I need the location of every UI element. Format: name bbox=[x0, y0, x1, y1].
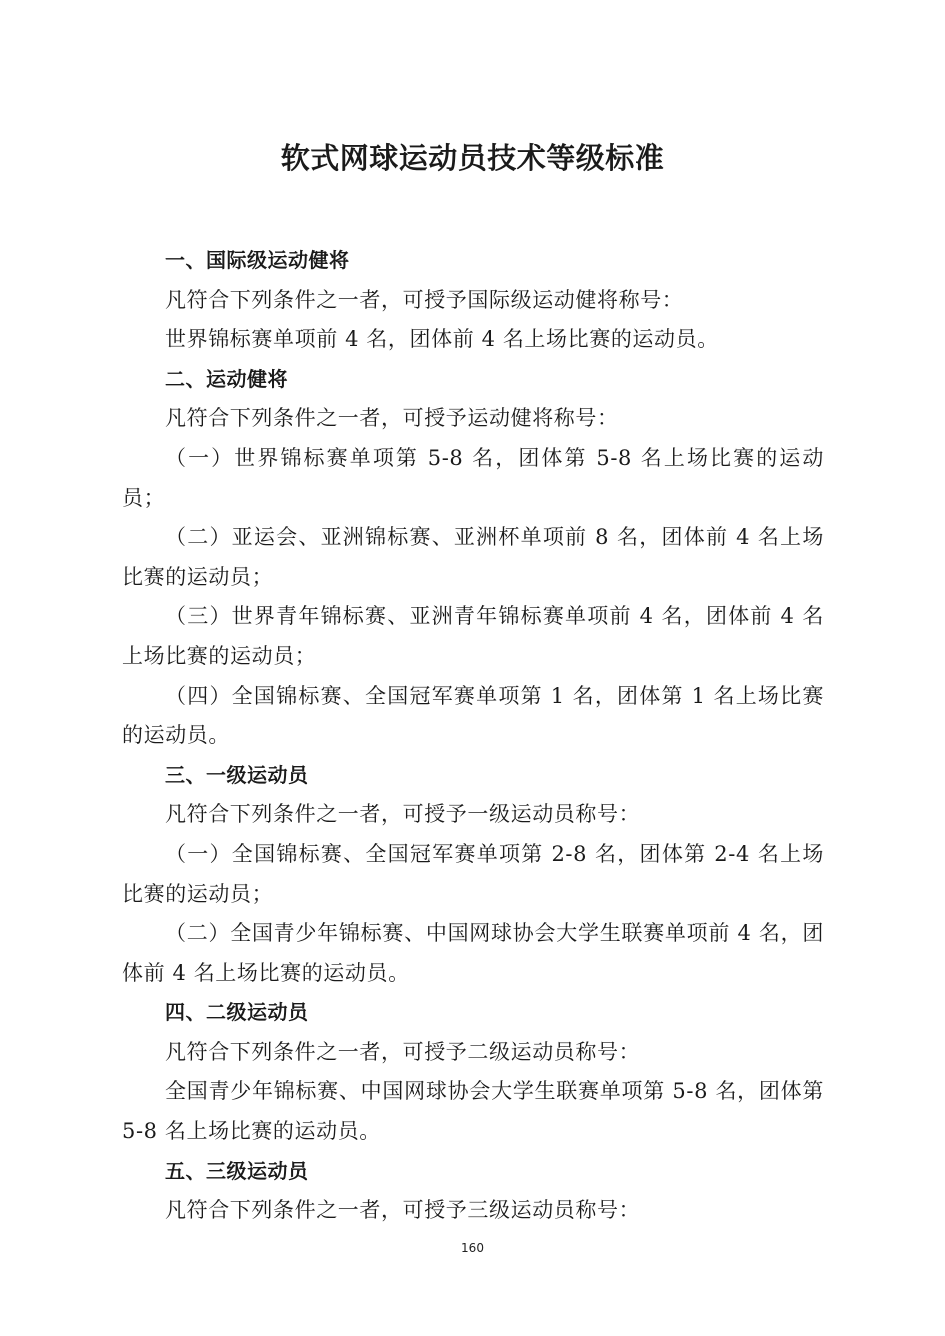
document-title: 软式网球运动员技术等级标准 bbox=[280, 141, 665, 175]
section-heading: 五、三级运动员 bbox=[165, 1158, 309, 1183]
section-heading: 四、二级运动员 bbox=[165, 1000, 309, 1025]
paragraph: （三）世界青年锦标赛、亚洲青年锦标赛单项前 4 名，团体前 4 名上场比赛的运动员； bbox=[122, 604, 824, 668]
section-first-class-athlete bbox=[122, 756, 824, 994]
paragraph: 凡符合下列条件之一者，可授予国际级运动健将称号： bbox=[165, 287, 684, 312]
section-master bbox=[122, 360, 824, 756]
section-heading: 三、一级运动员 bbox=[165, 762, 309, 787]
page-number: 160 bbox=[461, 1241, 484, 1255]
section-heading: 二、运动健将 bbox=[165, 366, 288, 391]
paragraph: （二）亚运会、亚洲锦标赛、亚洲杯单项前 8 名，团体前 4 名上场比赛的运动员； bbox=[122, 525, 824, 589]
document-body bbox=[122, 241, 824, 1231]
paragraph: （一）世界锦标赛单项第 5-8 名，团体第 5-8 名上场比赛的运动员； bbox=[122, 445, 824, 510]
section-second-class-athlete bbox=[122, 993, 824, 1151]
paragraph: 凡符合下列条件之一者，可授予二级运动员称号： bbox=[165, 1039, 641, 1064]
paragraph: 凡符合下列条件之一者，可授予运动健将称号： bbox=[165, 406, 619, 431]
section-heading: 一、国际级运动健将 bbox=[165, 248, 350, 272]
paragraph: 凡符合下列条件之一者，可授予三级运动员称号： bbox=[165, 1198, 641, 1223]
paragraph: 全国青少年锦标赛、中国网球协会大学生联赛单项第 5-8 名，团体第 5-8 名上场比赛的运动员。 bbox=[122, 1079, 824, 1144]
paragraph: 凡符合下列条件之一者，可授予一级运动员称号： bbox=[165, 802, 641, 827]
paragraph: （四）全国锦标赛、全国冠军赛单项第 1 名，团体第 1 名上场比赛的运动员。 bbox=[122, 683, 824, 748]
paragraph: 世界锦标赛单项前 4 名，团体前 4 名上场比赛的运动员。 bbox=[165, 327, 719, 352]
section-international-master bbox=[122, 241, 824, 360]
paragraph: （二）全国青少年锦标赛、中国网球协会大学生联赛单项前 4 名，团体前 4 名上场比赛的运动员。 bbox=[122, 921, 824, 985]
section-third-class-athlete bbox=[122, 1152, 824, 1231]
paragraph: （一）全国锦标赛、全国冠军赛单项第 2-8 名，团体第 2-4 名上场比赛的运动员； bbox=[122, 841, 824, 906]
